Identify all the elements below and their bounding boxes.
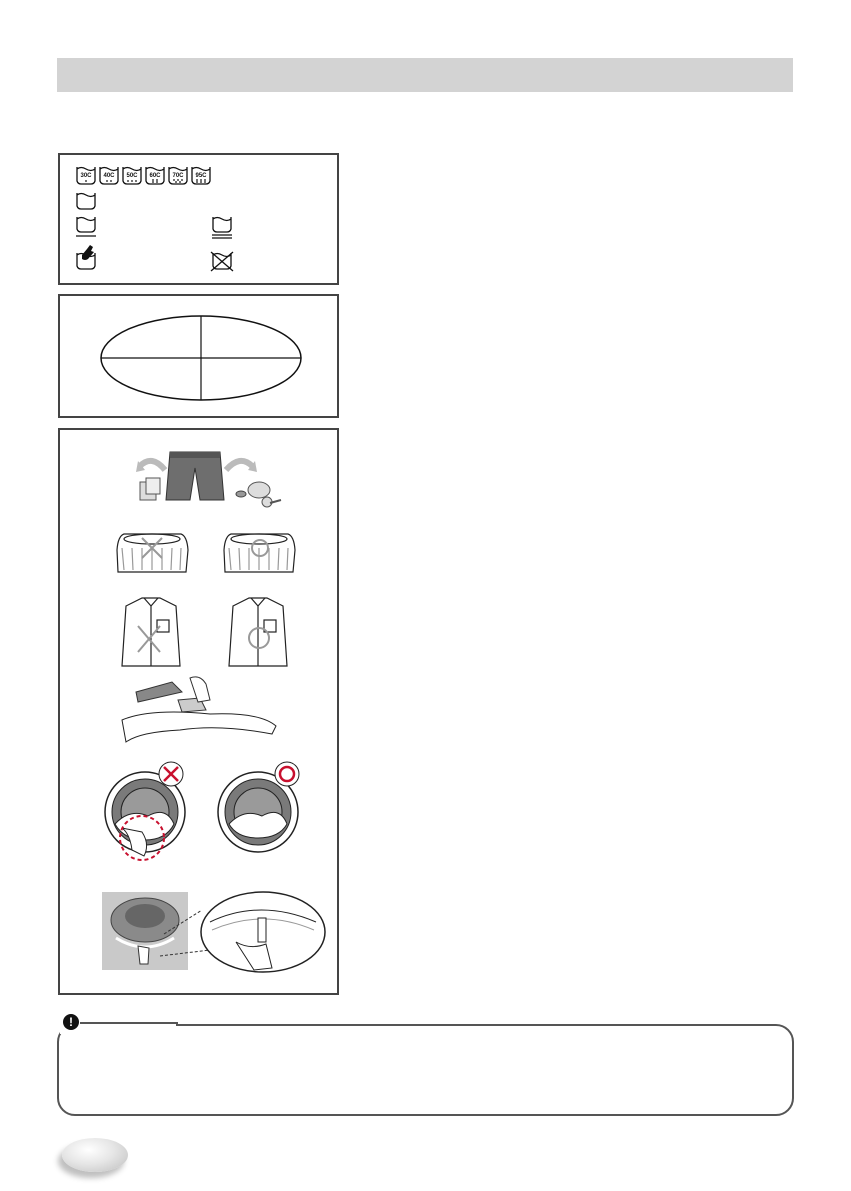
drum-loading-wrong-illustration: [105, 762, 185, 860]
empty-pockets-illustration: [136, 452, 281, 507]
ellipse-diagram: [60, 296, 341, 420]
laundry-prep-illustrations: [60, 430, 341, 997]
caution-box: [57, 1024, 794, 1116]
temp-label-95: 95C: [195, 173, 207, 179]
wash-tub-very-gentle-icon: [213, 217, 231, 232]
caution-tab-line: [80, 1022, 178, 1024]
temp-label-70: 70C: [172, 173, 184, 179]
section-header-bar: [57, 58, 793, 92]
ellipse-diagram-panel: [58, 294, 339, 418]
wash-tub-icon: [77, 193, 95, 209]
exclamation-icon: !: [63, 1014, 79, 1030]
temp-label-30: 30C: [80, 173, 92, 179]
shirt-illustration: [122, 598, 287, 666]
drum-loading-correct-illustration: [218, 762, 299, 852]
page-number-badge: [62, 1138, 128, 1172]
care-symbols-panel: [58, 153, 339, 285]
gasket-check-illustration: [102, 892, 325, 972]
laundry-prep-illustrations-panel: [58, 428, 339, 995]
temp-label-40: 40C: [103, 173, 115, 179]
pretreat-detergent-illustration: [122, 677, 276, 742]
care-symbols-graphic: [60, 155, 341, 287]
temp-label-50: 50C: [126, 173, 138, 179]
temp-label-60: 60C: [149, 173, 161, 179]
wash-tub-gentle-icon: [77, 217, 95, 232]
